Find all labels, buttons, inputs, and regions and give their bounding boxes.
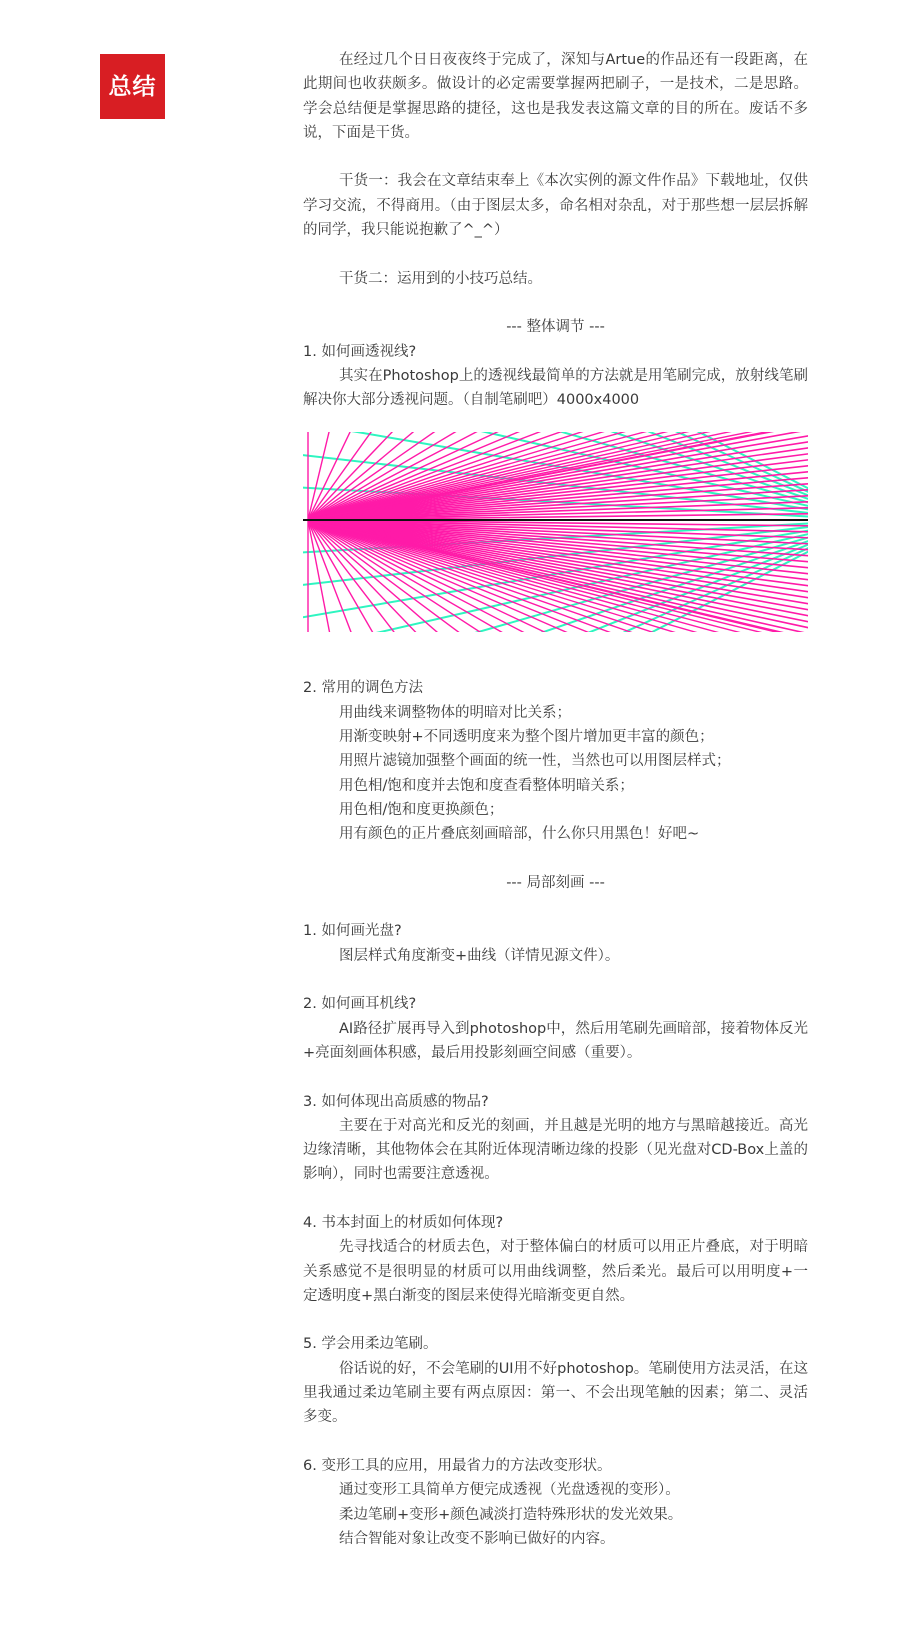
summary-badge: 总结 [100, 54, 165, 119]
tip-title: 3. 如何体现出高质感的物品? [303, 1093, 489, 1110]
list-item: 用有颜色的正片叠底刻画暗部，什么你只用黑色！好吧~ [339, 826, 700, 843]
list-item: 用照片滤镜加强整个画面的统一性，当然也可以用图层样式； [339, 753, 731, 770]
tip-body: AI路径扩展再导入到photoshop中，然后用笔刷先画暗部，接着物体反光+亮面刻画体积感，最后用投影刻画空间感（重要）。 [303, 1020, 808, 1061]
tip-title: 4. 书本封面上的材质如何体现? [303, 1214, 504, 1231]
question-perspective-body: 其实在Photoshop上的透视线最简单的方法就是用笔刷完成，放射线笔刷解决你大部分透视问题。（自制笔刷吧）4000x4000 [303, 367, 808, 409]
list-item: 用渐变映射+不同透明度来为整个图片增加更丰富的颜色； [339, 729, 714, 746]
gift-one-paragraph: 干货一：我会在文章结束奉上《本次实例的源文件作品》下载地址，仅供学习交流，不得商用。（由于图层太多，命名相对杂乱，对于那些想一层层拆解的同学，我只能说抱歉了^_^） [303, 173, 808, 239]
article-body [303, 48, 808, 1551]
tip-title: 5. 学会用柔边笔刷。 [303, 1336, 438, 1353]
intro-paragraph: 在经过几个日日夜夜终于完成了，深知与Artue的作品还有一段距离，在此期间也收获颇多。做设计的必定需要掌握两把刷子，一是技术，二是思路。学会总结便是掌握思路的捷径，这也是我发表这篇文章的目的所在。废话不多说，下面是干货。 [303, 52, 808, 141]
section-heading-overall: --- 整体调节 --- [506, 319, 605, 336]
tip-body: 通过变形工具简单方便完成透视（光盘透视的变形）。 [339, 1482, 680, 1499]
gift-two-paragraph: 干货二：运用到的小技巧总结。 [339, 270, 542, 287]
list-item: 用色相/饱和度并去饱和度查看整体明暗关系； [339, 777, 634, 794]
color-methods-title: 2. 常用的调色方法 [303, 680, 423, 697]
tip-title: 1. 如何画光盘? [303, 923, 402, 940]
tip-body: 柔边笔刷+变形+颜色减淡打造特殊形状的发光效果。 [339, 1506, 683, 1523]
color-methods-list [303, 701, 808, 847]
question-perspective-title: 1. 如何画透视线? [303, 343, 417, 360]
perspective-lines-illustration [303, 432, 808, 632]
tip-title: 2. 如何画耳机线? [303, 996, 417, 1013]
tip-body: 主要在于对高光和反光的刻画，并且越是光明的地方与黑暗越接近。高光边缘清晰，其他物体会在其附近体现清晰边缘的投影（见光盘对CD-Box上盖的影响），同时也需要注意透视。 [303, 1117, 808, 1183]
list-item: 用曲线来调整物体的明暗对比关系； [339, 704, 571, 721]
tip-title: 6. 变形工具的应用，用最省力的方法改变形状。 [303, 1457, 612, 1474]
list-item: 用色相/饱和度更换颜色； [339, 801, 504, 818]
tip-body: 结合智能对象让改变不影响已做好的内容。 [339, 1530, 615, 1547]
tip-body: 先寻找适合的材质去色，对于整体偏白的材质可以用正片叠底，对于明暗关系感觉不是很明显的材质可以用曲线调整，然后柔光。最后可以用明度+一定透明度+黑白渐变的图层来使得光暗渐变更自然。 [303, 1239, 808, 1304]
tip-body: 图层样式角度渐变+曲线（详情见源文件）。 [339, 947, 620, 964]
section-heading-detail: --- 局部刻画 --- [506, 874, 605, 891]
tip-body: 俗话说的好，不会笔刷的UI用不好photoshop。笔刷使用方法灵活，在这里我通过柔边笔刷主要有两点原因：第一、不会出现笔触的因素；第二、灵活多变。 [303, 1360, 808, 1426]
